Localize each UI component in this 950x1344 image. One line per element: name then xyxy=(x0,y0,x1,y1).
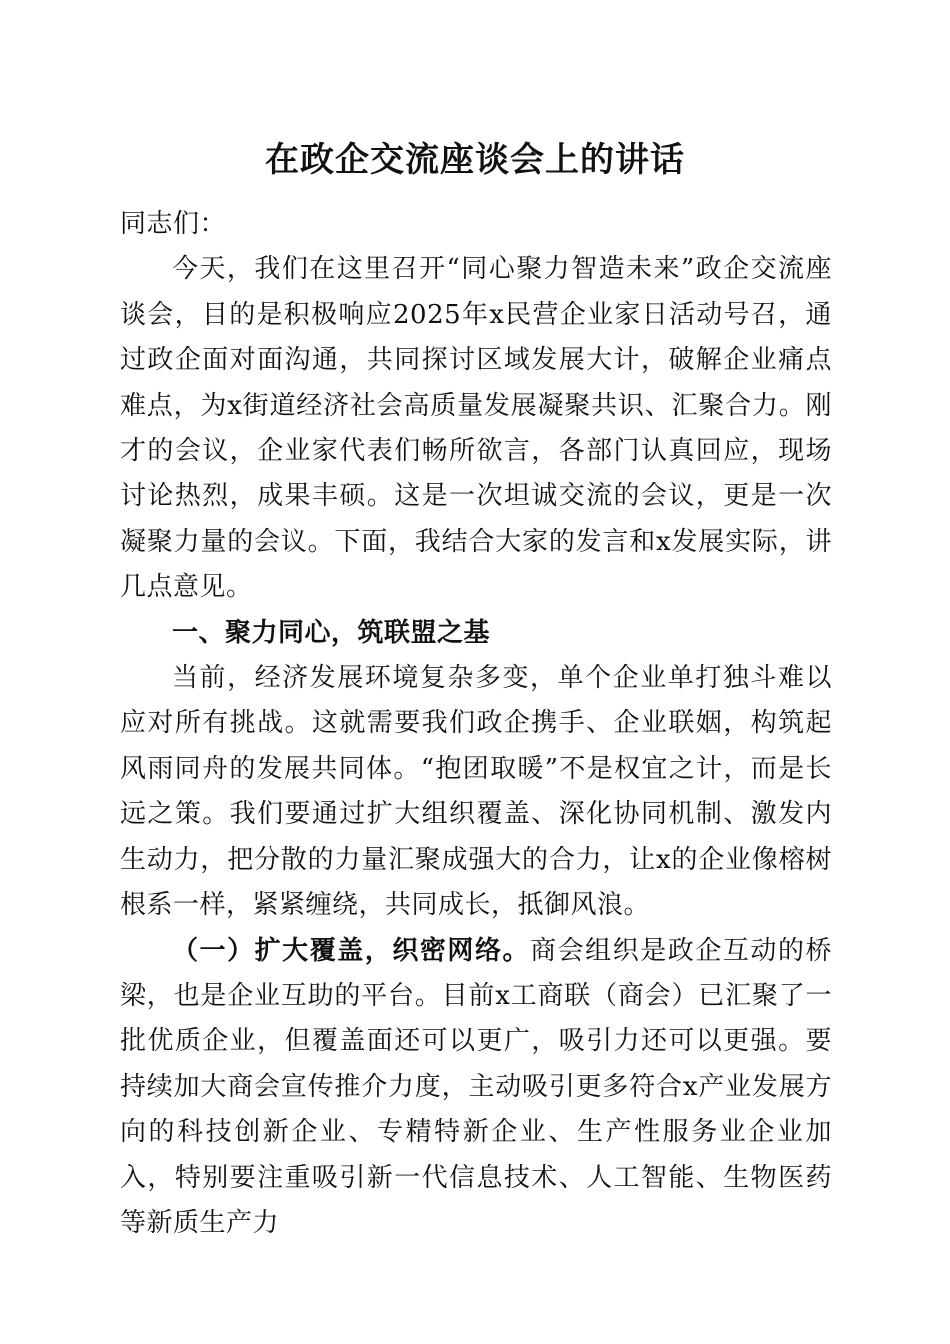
paragraph-opening: 今天，我们在这里召开“同心聚力智造未来”政企交流座谈会，目的是积极响应2025年x民营企业家日活动号召，通过政企面对面沟通，共同探讨区域发展大计，破解企业痛点难点，为x街道经济社会高质量发展凝聚共识、汇聚合力。刚才的会议，企业家代表们畅所欲言，各部门认真回应，现场讨论热烈，成果丰硕。这是一次坦诚交流的会议，更是一次凝聚力量的会议。下面，我结合大家的发言和x发展实际，讲几点意见。 xyxy=(120,254,832,603)
subsection-heading: （一）扩大覆盖，织密网络。 xyxy=(172,935,531,966)
salutation: 同志们： xyxy=(120,209,227,239)
document-body xyxy=(120,202,832,1246)
document-title: 在政企交流座谈会上的讲话 xyxy=(265,140,685,180)
subsection-text: 商会组织是政企互动的桥梁，也是企业互助的平台。目前x工商联（商会）已汇聚了一批优质企业，但覆盖面还可以更广，吸引力还可以更强。要持续加大商会宣传推介力度，主动吸引更多符合x产业发展方向的科技创新企业、专精特新企业、生产性服务业企业加入，特别要注重吸引新一代信息技术、人工智能、生物医药等新质生产力 xyxy=(120,935,832,1238)
paragraph-section1-intro: 当前，经济发展环境复杂多变，单个企业单打独斗难以应对所有挑战。这就需要我们政企携手、企业联姻，构筑起风雨同舟的发展共同体。“抱团取暖”不是权宜之计，而是长远之策。我们要通过扩大组织覆盖、深化协同机制、激发内生动力，把分散的力量汇聚成强大的合力，让x的企业像榕树根系一样，紧紧缠绕，共同成长，抵御风浪。 xyxy=(120,663,832,921)
section-heading-1: 一、聚力同心，筑联盟之基 xyxy=(172,617,491,648)
paragraph-subsection-1 xyxy=(120,929,832,1247)
